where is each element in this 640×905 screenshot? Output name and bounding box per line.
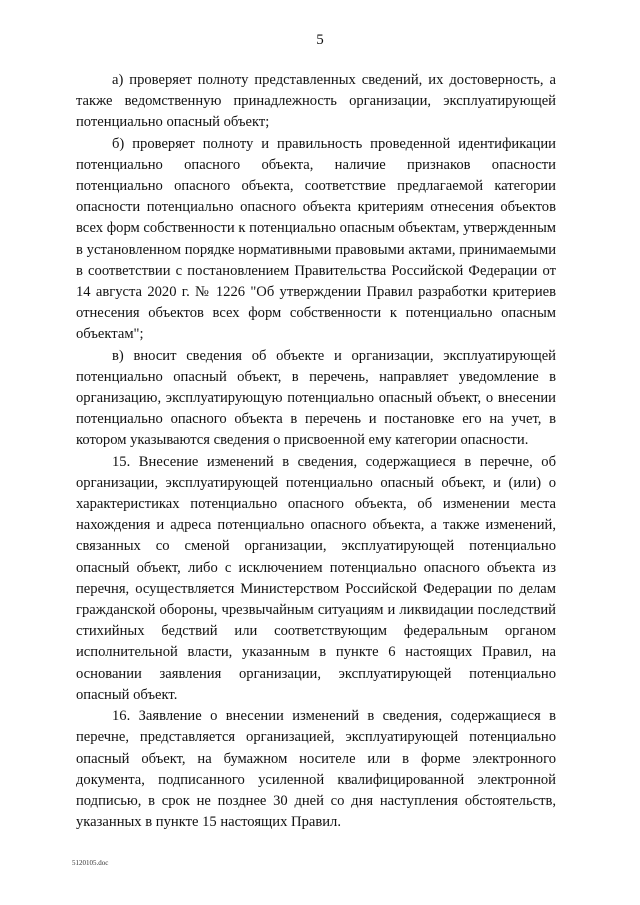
paragraph-item-b: б) проверяет полноту и правильность проведенной идентификации потенциально опасного объекта, наличие признаков опасности потенциально опасного объекта, соответствие предлагаемой категории опасности потенциально опасного объекта критериям отнесения объектов всех форм собственности к потенциально опасным объектам, утвержденным в установленном порядке нормативными правовыми актами, принимаемыми в соответствии с постановлением Правительства Российской Федерации от 14 августа 2020 г. № 1226 "Об утверждении Правил разработки критериев отнесения объектов всех форм собственности к потенциально опасным объектам";: [76, 135, 556, 343]
page-number: 5: [316, 32, 324, 48]
paragraph-clause-16: 16. Заявление о внесении изменений в сведения, содержащиеся в перечне, представляется организацией, эксплуатирующей потенциально опасный объект, на бумажном носителе или в форме электронного документа, подписанного усиленной квалифицированной электронной подписью, в срок не позднее 30 дней со дня наступления обстоятельств, указанных в пункте 15 настоящих Правил.: [76, 708, 556, 831]
document-body: [76, 70, 556, 833]
document-file-id: 5120105.doc: [72, 859, 109, 867]
paragraph-item-a: а) проверяет полноту представленных сведений, их достоверность, а также ведомственную принадлежность организации, эксплуатирующей потенциально опасный объект;: [76, 72, 556, 131]
paragraph-clause-15: 15. Внесение изменений в сведения, содержащиеся в перечне, об организации, эксплуатирующей потенциально опасный объект, и (или) о характеристиках потенциально опасного объекта, об изменении места нахождения и адреса потенциально опасного объекта, а также изменений, связанных со сменой организации, эксплуатирующей потенциально опасный объект, либо с исключением потенциально опасного объекта из перечня, осуществляется Министерством Российской Федерации по делам гражданской обороны, чрезвычайным ситуациям и ликвидации последствий стихийных бедствий или соответствующим федеральным органом исполнительной власти, указанным в пункте 6 настоящих Правил, на основании заявления организации, эксплуатирующей потенциально опасный объект.: [76, 453, 556, 703]
paragraph-item-v: в) вносит сведения об объекте и организации, эксплуатирующей потенциально опасный объект, в перечень, направляет уведомление в организацию, эксплуатирующую потенциально опасный объект, о внесении потенциально опасного объекта в перечень и постановке его на учет, в котором указываются сведения о присвоенной ему категории опасности.: [76, 347, 556, 449]
